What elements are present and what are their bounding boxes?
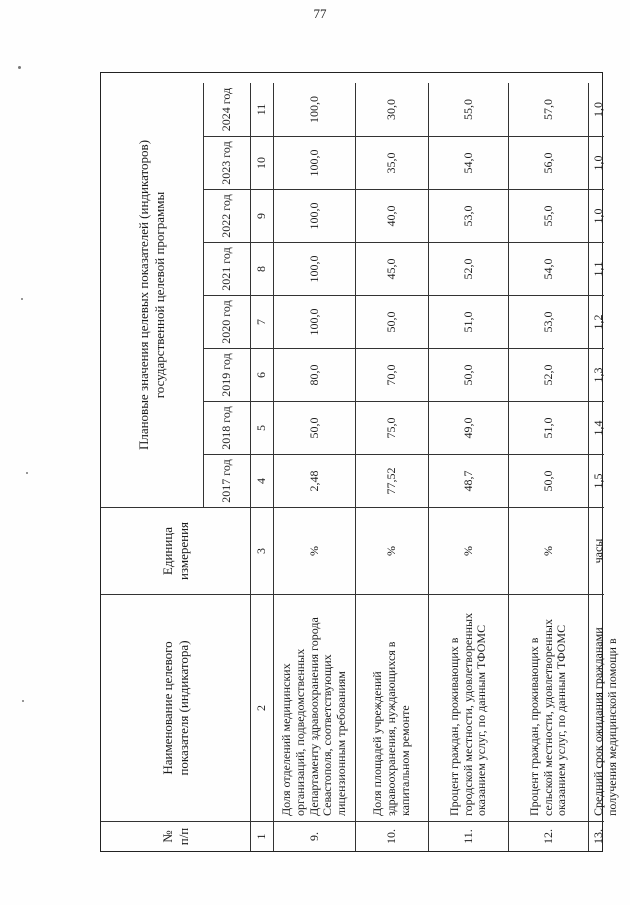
row-value: 54,0: [509, 242, 589, 295]
row-value: 100,0: [274, 295, 356, 348]
row-value: 55,0: [509, 189, 589, 242]
row-value: 100,0: [274, 189, 356, 242]
row-unit: %: [356, 507, 429, 594]
row-value: 1,4: [589, 401, 604, 454]
column-number: 2: [251, 594, 274, 821]
header-year: 2021 год: [204, 242, 251, 295]
row-value: 56,0: [509, 136, 589, 189]
row-number: 12.: [509, 821, 589, 851]
row-value: 51,0: [509, 401, 589, 454]
header-year: 2024 год: [204, 83, 251, 136]
column-number: 9: [251, 189, 274, 242]
column-number: 3: [251, 507, 274, 594]
row-value: 1,0: [591, 102, 605, 117]
row-value: 55,0: [429, 83, 509, 136]
row-value: 77,52: [356, 454, 429, 507]
column-number: 7: [251, 295, 274, 348]
row-number: 13.: [589, 821, 604, 851]
row-value: 100,0: [274, 83, 356, 136]
header-year: 2023 год: [204, 136, 251, 189]
row-value: 57,0: [509, 83, 589, 136]
column-number: 1: [251, 821, 274, 851]
column-number: 5: [251, 401, 274, 454]
row-value: 50,0: [429, 348, 509, 401]
row-unit: %: [274, 507, 356, 594]
row-number: 10.: [356, 821, 429, 851]
header-unit: Единица измерения: [101, 507, 251, 594]
row-value: 1,2: [589, 295, 604, 348]
row-value: 100,0: [274, 242, 356, 295]
row-value: 49,0: [429, 401, 509, 454]
scan-speck: [21, 298, 23, 300]
header-year: 2020 год: [204, 295, 251, 348]
row-value: 1,5: [589, 454, 604, 507]
row-value: 52,0: [429, 242, 509, 295]
column-number: 11: [251, 83, 274, 136]
row-value: 45,0: [356, 242, 429, 295]
page-number: 77: [313, 6, 327, 21]
row-value: 54,0: [429, 136, 509, 189]
header-planned-values: Плановые значения целевых показателей (индикаторов) государственной целевой программы: [101, 83, 204, 507]
row-unit: %: [429, 507, 509, 594]
row-indicator-name: Средний срок ожидания гражданами получения медицинской помощи в: [589, 594, 604, 821]
row-value: 1,0: [589, 189, 604, 242]
header-year: 2022 год: [204, 189, 251, 242]
row-value: 40,0: [356, 189, 429, 242]
row-value: 48,7: [429, 454, 509, 507]
header-num: № п/п: [101, 821, 251, 851]
header-year: 2018 год: [204, 401, 251, 454]
header-year: 2017 год: [204, 454, 251, 507]
row-value: 35,0: [356, 136, 429, 189]
row-value: 53,0: [429, 189, 509, 242]
row-value: 53,0: [509, 295, 589, 348]
row-value: 70,0: [356, 348, 429, 401]
row-value: 1,3: [589, 348, 604, 401]
column-number: 10: [251, 136, 274, 189]
column-number: 8: [251, 242, 274, 295]
row-value: 80,0: [274, 348, 356, 401]
row-value: 50,0: [274, 401, 356, 454]
row-indicator-name: Доля площадей учреждений здравоохранения, нуждающихся в капитальном ремонте: [356, 594, 429, 821]
row-value: 50,0: [509, 454, 589, 507]
row-number: 11.: [429, 821, 509, 851]
row-value: 50,0: [356, 295, 429, 348]
row-value: 100,0: [274, 136, 356, 189]
scan-speck: [18, 66, 21, 69]
row-unit: часы: [589, 507, 604, 594]
row-indicator-name: Доля отделений медицинских организаций, подведомственных Департаменту здравоохранения города Севастополя, соответствующих лицензионным требованиям: [274, 594, 356, 821]
indicator-table-grid: [100, 72, 619, 852]
scan-speck: [22, 700, 24, 702]
row-value: 30,0: [356, 83, 429, 136]
row-indicator-name: Процент граждан, проживающих в городской местности, удовлетворенных оказанием услуг, по данным ТФОМС: [429, 594, 509, 821]
indicator-table: [100, 72, 619, 852]
scan-speck: [26, 472, 28, 474]
header-name: Наименование целевого показателя (индикатора): [101, 594, 251, 821]
row-indicator-name: Процент граждан, проживающих в сельской местности, удовлетворенных оказанием услуг, по данным ТФОМС: [509, 594, 589, 821]
row-value: 1,0: [589, 136, 604, 189]
row-value: 1,1: [589, 242, 604, 295]
row-value: 52,0: [509, 348, 589, 401]
row-value: 2,48: [274, 454, 356, 507]
header-year: 2019 год: [204, 348, 251, 401]
row-number: 9.: [274, 821, 356, 851]
column-number: 6: [251, 348, 274, 401]
column-number: 4: [251, 454, 274, 507]
row-value: 75,0: [356, 401, 429, 454]
row-unit: %: [509, 507, 589, 594]
row-value: 51,0: [429, 295, 509, 348]
